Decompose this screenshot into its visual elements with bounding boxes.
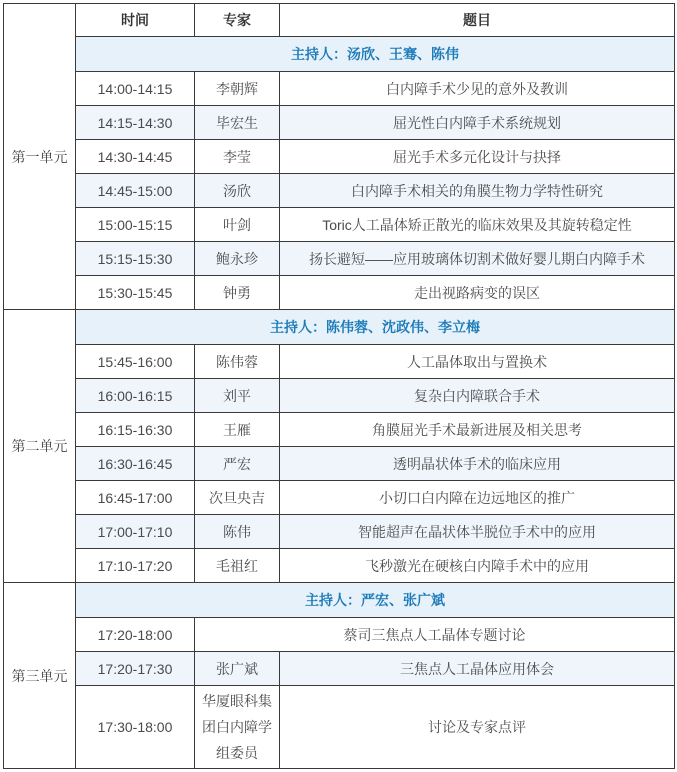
session-row (4, 686, 675, 769)
time-cell: 17:20-18:00 (76, 618, 195, 652)
title-cell: 屈光手术多元化设计与抉择 (280, 140, 675, 174)
title-cell: 扬长避短——应用玻璃体切割术做好婴儿期白内障手术 (280, 242, 675, 276)
expert-cell: 陈伟蓉 (195, 345, 280, 379)
time-cell: 16:30-16:45 (76, 447, 195, 481)
unit-cell-2: 第二单元 (4, 310, 76, 583)
time-cell: 14:00-14:15 (76, 72, 195, 106)
time-cell: 15:15-15:30 (76, 242, 195, 276)
expert-cell: 汤欣 (195, 174, 280, 208)
expert-cell: 毕宏生 (195, 106, 280, 140)
session-row (4, 447, 675, 481)
title-cell: 角膜屈光手术最新进展及相关思考 (280, 413, 675, 447)
unit-cell-1: 第一单元 (4, 4, 76, 310)
expert-cell: 钟勇 (195, 276, 280, 310)
moderator-row-2 (4, 310, 675, 345)
title-cell: 讨论及专家点评 (280, 686, 675, 769)
moderator-row-3 (4, 583, 675, 618)
session-row (4, 72, 675, 106)
expert-cell: 次旦央吉 (195, 481, 280, 515)
expert-cell: 严宏 (195, 447, 280, 481)
expert-cell: 王雁 (195, 413, 280, 447)
time-cell: 17:20-17:30 (76, 652, 195, 686)
expert-cell: 陈伟 (195, 515, 280, 549)
title-cell: Toric人工晶体矫正散光的临床效果及其旋转稳定性 (280, 208, 675, 242)
title-cell-merged: 蔡司三焦点人工晶体专题讨论 (195, 618, 675, 652)
expert-cell: 李朝辉 (195, 72, 280, 106)
time-cell: 15:00-15:15 (76, 208, 195, 242)
moderator-label-2: 主持人：陈伟蓉、沈政伟、李立梅 (76, 310, 675, 345)
column-header-time: 时间 (76, 4, 195, 37)
title-cell: 走出视路病变的误区 (280, 276, 675, 310)
time-cell: 17:00-17:10 (76, 515, 195, 549)
moderator-label-3: 主持人：严宏、张广斌 (76, 583, 675, 618)
title-cell: 智能超声在晶状体半脱位手术中的应用 (280, 515, 675, 549)
moderator-label-1: 主持人：汤欣、王骞、陈伟 (76, 37, 675, 72)
session-row (4, 174, 675, 208)
time-cell: 16:15-16:30 (76, 413, 195, 447)
moderator-row-1 (4, 37, 675, 72)
expert-cell: 鲍永珍 (195, 242, 280, 276)
expert-cell: 叶剑 (195, 208, 280, 242)
title-cell: 人工晶体取出与置换术 (280, 345, 675, 379)
expert-cell: 刘平 (195, 379, 280, 413)
session-row (4, 242, 675, 276)
conference-agenda-table (3, 3, 675, 769)
session-row (4, 106, 675, 140)
title-cell: 小切口白内障在边远地区的推广 (280, 481, 675, 515)
session-row (4, 379, 675, 413)
session-row (4, 140, 675, 174)
session-row (4, 413, 675, 447)
session-row (4, 481, 675, 515)
session-row (4, 276, 675, 310)
expert-cell: 李莹 (195, 140, 280, 174)
title-cell: 白内障手术相关的角膜生物力学特性研究 (280, 174, 675, 208)
column-header-expert: 专家 (195, 4, 280, 37)
time-cell: 16:45-17:00 (76, 481, 195, 515)
title-cell: 屈光性白内障手术系统规划 (280, 106, 675, 140)
expert-cell: 毛祖红 (195, 549, 280, 583)
title-cell: 三焦点人工晶体应用体会 (280, 652, 675, 686)
time-cell: 17:10-17:20 (76, 549, 195, 583)
title-cell: 飞秒激光在硬核白内障手术中的应用 (280, 549, 675, 583)
time-cell: 14:15-14:30 (76, 106, 195, 140)
time-cell: 17:30-18:00 (76, 686, 195, 769)
session-row (4, 208, 675, 242)
time-cell: 15:30-15:45 (76, 276, 195, 310)
unit-cell-3: 第三单元 (4, 583, 76, 769)
table-header-row (4, 4, 675, 37)
time-cell: 15:45-16:00 (76, 345, 195, 379)
time-cell: 16:00-16:15 (76, 379, 195, 413)
time-cell: 14:30-14:45 (76, 140, 195, 174)
time-cell: 14:45-15:00 (76, 174, 195, 208)
session-row (4, 652, 675, 686)
column-header-title: 题目 (280, 4, 675, 37)
session-row (4, 618, 675, 652)
title-cell: 透明晶状体手术的临床应用 (280, 447, 675, 481)
expert-cell: 张广斌 (195, 652, 280, 686)
session-row (4, 549, 675, 583)
session-row (4, 515, 675, 549)
title-cell: 复杂白内障联合手术 (280, 379, 675, 413)
expert-cell: 华厦眼科集团白内障学组委员 (195, 686, 280, 769)
session-row (4, 345, 675, 379)
title-cell: 白内障手术少见的意外及教训 (280, 72, 675, 106)
